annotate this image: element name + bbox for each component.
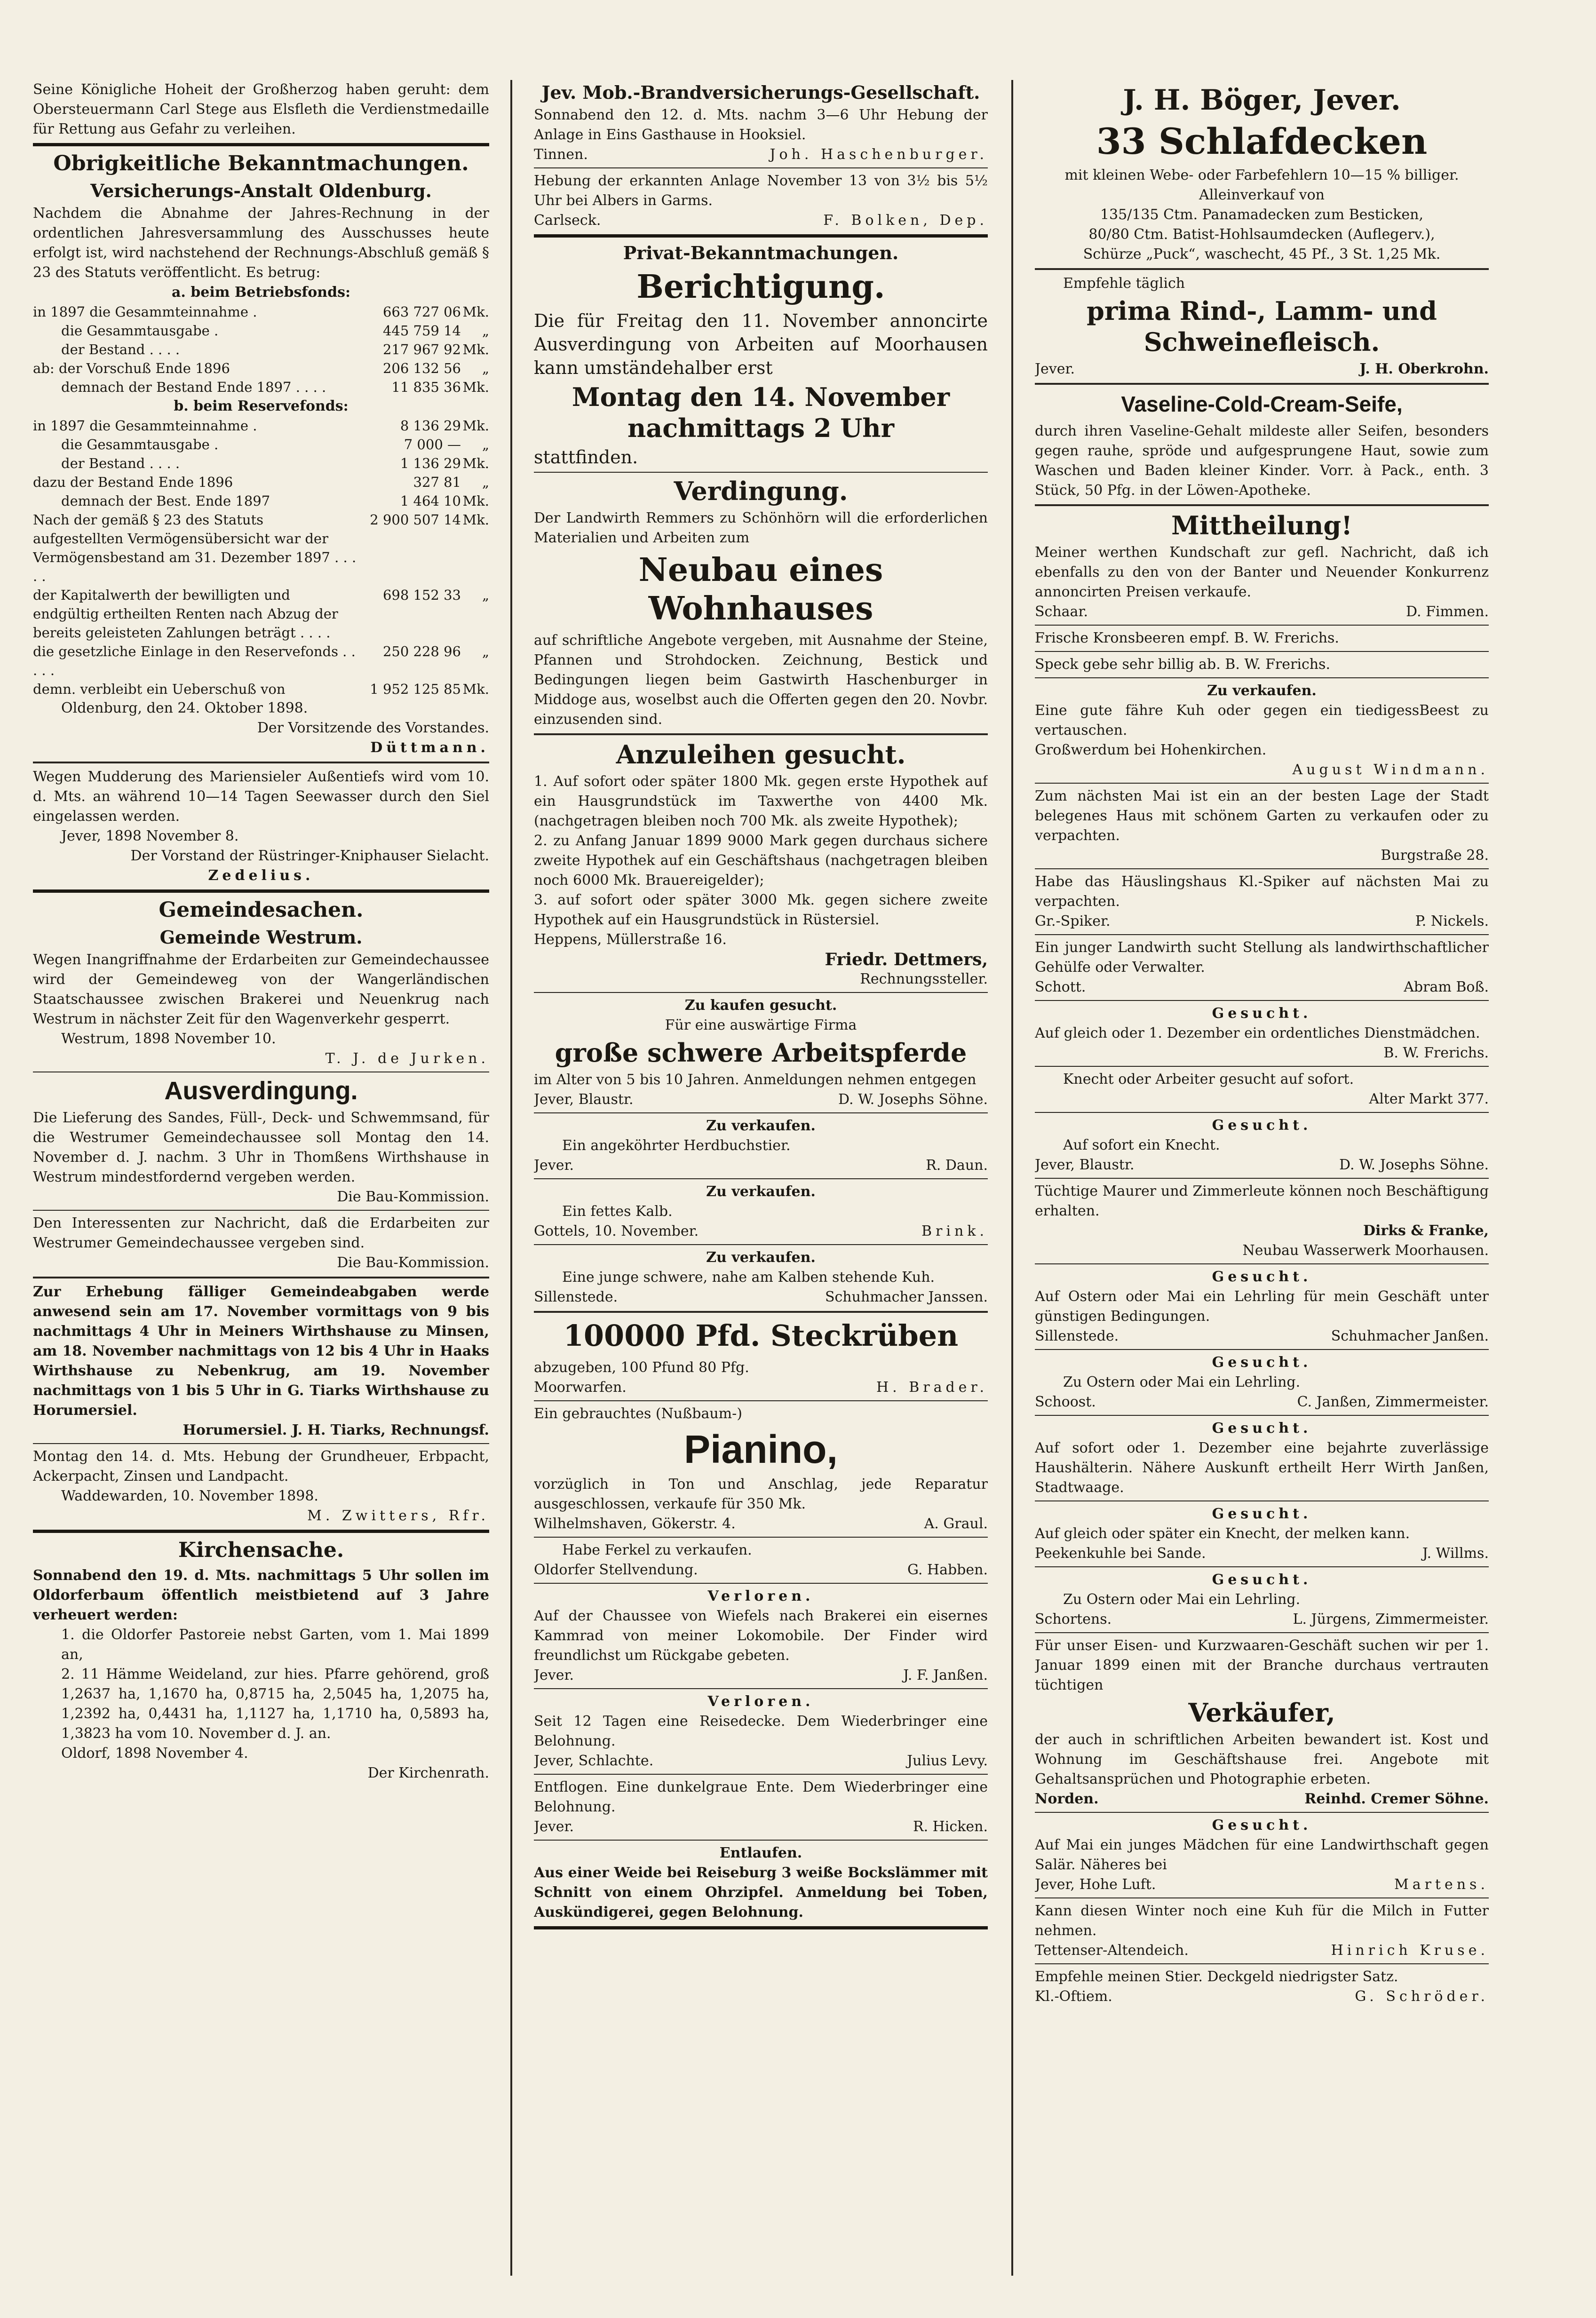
ad-text: Frische Kronsbeeren empf. B. W. Frerichs. [1035, 630, 1339, 646]
ad-heading-gesucht: Gesucht. [1212, 1005, 1312, 1022]
dateline: Westrum, 1898 November 10. [61, 1031, 276, 1047]
signature-row: Carlseck. F. Bolken, Dep. [534, 212, 988, 229]
divider [534, 234, 988, 238]
divider [534, 472, 988, 473]
signature: Rechnungssteller. [860, 971, 988, 987]
divider [33, 1530, 489, 1533]
notice-heading-verkaufen: Zu verkaufen. [706, 1183, 816, 1200]
subheading-operating-fund: a. beim Betriebsfonds: [171, 284, 351, 301]
column-left [33, 80, 489, 2280]
column-divider [1011, 80, 1013, 2276]
divider [534, 1688, 988, 1689]
notice-heading-verkaufen: Zu verkaufen. [706, 1249, 816, 1266]
notice-heading-kaufen: Zu kaufen gesucht. [684, 997, 837, 1014]
divider [1035, 1263, 1489, 1264]
ad-mittheilung-text: Meiner werthen Kundschaft zur gefl. Nachricht, daß ich ebenfalls zu den von der Banter und Neuender Konkurrenz annoncirten Preisen verkaufe. [1035, 544, 1489, 600]
notice-heading-entlaufen: Entlaufen. [719, 1845, 802, 1861]
signature-row: Jever. R. Hicken. [534, 1818, 988, 1835]
dateline: Waddewarden, 10. November 1898. [61, 1488, 318, 1504]
signature-row: Peekenkuhle bei Sande. J. Willms. [1035, 1545, 1489, 1562]
subheading-reserve-fund: b. beim Reservefonds: [174, 398, 349, 414]
ledger-operating-fund [33, 302, 489, 397]
divider [1035, 868, 1489, 869]
signature-row: Tettenser-Altendeich. Hinrich Kruse. [1035, 1942, 1489, 1959]
ad-text: der auch in schriftlichen Arbeiten bewandert ist. Kost und Wohnung im Geschäftshause frei. Angebote mit Gehaltsansprüchen und Photographie erbeten. [1035, 1731, 1489, 1787]
ad-heading-boeger: J. H. Böger, Jever. [1123, 84, 1401, 117]
divider [33, 762, 489, 763]
signature: Zedelius. [208, 867, 314, 884]
notice-heading-verloren: Verloren. [707, 1693, 814, 1710]
ledger-row: demnach der Bestand Ende 1897 . . . . 11 835 36 Mk. [61, 379, 489, 395]
list-item: 2. 11 Hämme Weideland, zur hies. Pfarre gehörend, groß 1,2637 ha, 1,1670 ha, 0,8715 ha, 2,5045 ha, 1,2075 ha, 1,2392 ha, 0,4431 ha, 1,1127 ha, 1,1710 ha, 0,5893 ha, 1,3823 ha vom 10. November d. J. an. [61, 1666, 489, 1742]
signature-row: Norden. Reinhd. Cremer Söhne. [1035, 1791, 1489, 1807]
ad-text: Auf Ostern oder Mai ein Lehrling für mein Geschäft unter günstigen Bedingungen. [1035, 1288, 1489, 1325]
ad-text: Auf Mai ein junges Mädchen für eine Landwirthschaft gegen Salär. Näheres bei [1035, 1837, 1489, 1873]
ad-text: Tüchtige Maurer und Zimmerleute können noch Beschäftigung erhalten. [1035, 1183, 1489, 1219]
notice-text: Ein fettes Kalb. [562, 1203, 673, 1220]
dateline: Heppens, Müllerstraße 16. [534, 931, 727, 948]
ad-text: Schürze „Puck“, waschecht, 45 Pf., 3 St. 1,25 Mk. [1083, 246, 1441, 262]
divider [534, 992, 988, 993]
ad-text: 80/80 Ctm. Batist-Hohlsaumdecken (Auflegerv.), [1088, 226, 1435, 243]
notice-text: abzugeben, 100 Pfund 80 Pfg. [534, 1359, 749, 1376]
ledger-reserve-fund [33, 416, 489, 699]
ad-text: Auf sofort ein Knecht. [1063, 1137, 1220, 1153]
signature: Die Bau-Kommission. [337, 1189, 489, 1205]
signature-row: Schott. Abram Boß. [1035, 979, 1489, 995]
divider [1035, 625, 1489, 626]
signature: Horumersiel. J. H. Tiarks, Rechnungsf. [183, 1422, 489, 1438]
divider [534, 1178, 988, 1179]
divider [534, 1112, 988, 1113]
ad-heading-gesucht: Gesucht. [1212, 1354, 1312, 1371]
notice-westrum-text: Wegen Inangriffnahme der Erdarbeiten zur Gemeindechaussee wird der Gemeindeweg von der Wangerländischen Staatschaussee zwischen Brakerei und Neuenkrug nach Westrum in nächster Zeit für den Wagenverkehr gesperrt. [33, 952, 489, 1027]
signature-row: Jever. R. Daun. [534, 1157, 988, 1174]
divider [534, 1926, 988, 1929]
signature-row: Jever, Hohe Luft. Martens. [1035, 1876, 1489, 1893]
ad-text: Knecht oder Arbeiter gesucht auf sofort. [1063, 1071, 1354, 1088]
divider [534, 1840, 988, 1841]
notice-text: Eine junge schwere, nahe am Kalben stehende Kuh. [562, 1269, 935, 1286]
notice-hebung-text: Hebung der erkannten Anlage November 13 von 3½ bis 5½ Uhr bei Albers in Garms. [534, 173, 988, 209]
notice-heading-steckrueben: 100000 Pfd. Steckrüben [563, 1318, 959, 1353]
ledger-row: ab: der Vorschuß Ende 1896 206 132 56 „ [33, 360, 489, 376]
divider [1035, 1415, 1489, 1416]
list-item: 1. die Oldorfer Pastoreie nebst Garten, vom 1. Mai 1899 an, [61, 1627, 489, 1663]
divider [1035, 1349, 1489, 1350]
divider [534, 1400, 988, 1401]
ad-heading-gesucht: Gesucht. [1212, 1420, 1312, 1437]
notice-heading-pianino: Pianino, [684, 1427, 838, 1471]
ledger-row: demnach der Best. Ende 1897 1 464 10 Mk. [61, 493, 489, 509]
ledger-row: der Bestand . . . . 217 967 92 Mk. [61, 341, 489, 357]
ledger-row: in 1897 die Gesammteinnahme . 8 136 29 Mk. [33, 418, 489, 434]
signature-row: Tinnen. Joh. Haschenburger. [534, 146, 988, 163]
signature: B. W. Frerichs. [1383, 1045, 1489, 1061]
ad-text: Eine gute fähre Kuh oder gegen ein tiedigessBeest zu vertauschen. [1035, 702, 1489, 738]
signature-row: Kl.-Oftiem. G. Schröder. [1035, 1988, 1489, 2005]
ad-text: Auf sofort oder 1. Dezember eine bejahrte zuverlässige Haushälterin. Nähere Auskunft ertheilt Herr Wirth Janßen, Stadtwaage. [1035, 1440, 1489, 1496]
divider [1035, 677, 1489, 678]
ledger-row: die gesetzliche Einlage in den Reservefonds . . . . . 250 228 96 „ [33, 643, 489, 678]
ad-text: Zu Ostern oder Mai ein Lehrling. [1063, 1374, 1301, 1390]
signature-row: Jever. J. F. Janßen. [534, 1667, 988, 1683]
column-middle [534, 80, 988, 2280]
dateline: Jever, 1898 November 8. [61, 828, 239, 844]
ad-text: Alleinverkauf von [1199, 187, 1325, 203]
column-divider [510, 80, 512, 2276]
signature: Neubau Wasserwerk Moorhausen. [1242, 1242, 1489, 1259]
ad-text: Empfehle täglich [1063, 275, 1185, 292]
divider [1035, 504, 1489, 506]
ad-heading-schlafdecken: 33 Schlafdecken [1096, 120, 1428, 162]
signature: Dirks & Franke, [1363, 1223, 1489, 1239]
signature: Friedr. Dettmers, [825, 950, 988, 969]
notice-berichtigung-end: stattfinden. [534, 447, 638, 468]
signature-row: Sillenstede. Schuhmacher Janssen. [534, 1289, 988, 1305]
ad-heading-verkaufen: Zu verkaufen. [1207, 683, 1317, 699]
ad-text: Auf gleich oder 1. Dezember ein ordentliches Dienstmädchen. [1035, 1025, 1480, 1041]
ad-heading-gesucht: Gesucht. [1212, 1117, 1312, 1134]
ledger-row: der Bestand . . . . 1 136 29 Mk. [61, 455, 489, 471]
ledger-row: die Gesammtausgabe . 445 759 14 „ [61, 323, 489, 339]
divider [534, 1244, 988, 1245]
signature: Düttmann. [370, 739, 489, 756]
signature-row: Gr.-Spiker. P. Nickels. [1035, 913, 1489, 929]
notice-berichtigung-date: Montag den 14. November nachmittags 2 Uhr [572, 382, 950, 443]
divider [1035, 783, 1489, 784]
notice-heading-verloren: Verloren. [707, 1588, 814, 1604]
divider [534, 1311, 988, 1313]
divider [1035, 1963, 1489, 1964]
signature-row: Moorwarfen. H. Brader. [534, 1379, 988, 1396]
notice-heading-neubau: Neubau eines Wohnhauses [638, 551, 883, 627]
notice-heading-verdingung: Verdingung. [674, 476, 848, 506]
notice-text: Habe Ferkel zu verkaufen. [562, 1542, 752, 1558]
divider [1035, 651, 1489, 652]
ad-text: Empfehle meinen Stier. Deckgeld niedrigster Satz. [1035, 1969, 1398, 1985]
ledger-row: in 1897 die Gesammteinnahme . 663 727 06 Mk. [33, 304, 489, 320]
ledger-row: der Kapitalwerth der bewilligten und endgültig ertheilten Renten nach Abzug der bereits geleisteten Zahlungen beträgt . . . . 698 152 33 „ [33, 587, 489, 641]
notice-pianino-text: vorzüglich in Ton und Anschlag, jede Reparatur ausgeschlossen, verkaufe für 350 Mk. [534, 1476, 988, 1512]
ad-heading-gesucht: Gesucht. [1212, 1572, 1312, 1588]
ledger-row: Nach der gemäß § 23 des Statuts aufgestellten Vermögensübersicht war der Vermögensbestand am 31. Dezember 1897 . . . . . 2 900 507 14 Mk. [33, 512, 489, 584]
notice-mudderung: Wegen Mudderung des Mariensieler Außentiefs wird vom 10. d. Mts. an während 10—14 Tagen Seewasser durch den Siel eingelassen werden. [33, 769, 489, 825]
notice-heading-berichtigung: Berichtigung. [636, 268, 885, 306]
divider [1035, 1812, 1489, 1813]
notice-heading-ausverdingung: Ausverdingung. [164, 1077, 358, 1105]
notice-jev-text: Sonnabend den 12. d. Mts. nachm 3—6 Uhr Hebung der Anlage in Eins Gasthause in Hooksiel. [534, 107, 988, 143]
notice-erdarbeiten: Den Interessenten zur Nachricht, daß die Erdarbeiten zur Westrumer Gemeindechaussee vergeben sind. [33, 1215, 489, 1251]
notice-heading-anzuleihen: Anzuleihen gesucht. [616, 739, 906, 770]
divider [1035, 1566, 1489, 1567]
notice-berichtigung-text: Die für Freitag den 11. November annoncirte Ausverdingung von Arbeiten auf Moorhausen kann umständehalber erst [534, 310, 988, 378]
notice-kaufen-text: Für eine auswärtige Firma [665, 1017, 857, 1033]
ad-text: Für unser Eisen- und Kurzwaaren-Geschäft suchen wir per 1. Januar 1899 einen mit der Branche durchaus vertrauten tüchtigen [1035, 1637, 1489, 1693]
notice-verdingung-details: auf schriftliche Angebote vergeben, mit Ausnahme der Steine, Pfannen und Strohdocken. Zeichnung, Bestick und Bedingungen liegen beim Gastwirth Haschenburger in Middoge aus, woselbst auch die Offerten gegen den 20. Novbr. einzusenden sind. [534, 632, 988, 728]
signature: Der Vorsitzende des Vorstandes. [257, 720, 489, 736]
notice-hebung: Montag den 14. d. Mts. Hebung der Grundheuer, Erbpacht, Ackerpacht, Zinsen und Landpacht. [33, 1448, 489, 1484]
ad-heading-verkaeufer: Verkäufer, [1188, 1698, 1335, 1728]
divider [534, 1583, 988, 1584]
notice-text: Ein angeköhrter Herdbuchstier. [562, 1137, 791, 1154]
ad-text: mit kleinen Webe- oder Farbefehlern 10—15 % billiger. [1064, 167, 1459, 183]
divider [1035, 268, 1489, 270]
divider [534, 1537, 988, 1538]
ledger-row: dazu der Bestand Ende 1896 327 81 „ [33, 474, 489, 490]
divider [33, 889, 489, 893]
signature-row: Jever, Blaustr. D. W. Josephs Söhne. [1035, 1157, 1489, 1173]
ad-text: Speck gebe sehr billig ab. B. W. Frerichs. [1035, 656, 1330, 673]
notice-entflogen-text: Entflogen. Eine dunkelgraue Ente. Dem Wiederbringer eine Belohnung. [534, 1779, 988, 1815]
notice-verloren-text: Auf der Chaussee von Wiefels nach Brakerei ein eisernes Kammrad von meiner Lokomobile. Der Finder wird freundlichst um Rückgabe gebeten. [534, 1608, 988, 1664]
ad-heading-gesucht: Gesucht. [1212, 1506, 1312, 1522]
divider [33, 1277, 489, 1278]
notice-verloren-text: Seit 12 Tagen eine Reisedecke. Dem Wiederbringer eine Belohnung. [534, 1713, 988, 1749]
divider [33, 1443, 489, 1444]
signature-row: Jever, Schlachte. Julius Levy. [534, 1753, 988, 1769]
notice-heading-pferde: große schwere Arbeitspferde [555, 1038, 967, 1068]
signature: Alter Markt 377. [1369, 1091, 1489, 1107]
section-heading-municipal: Gemeindesachen. [159, 898, 364, 922]
notice-heading-verkaufen: Zu verkaufen. [706, 1118, 816, 1134]
divider [534, 733, 988, 735]
divider [534, 167, 988, 168]
ad-text: Auf gleich oder später ein Knecht, der melken kann. [1035, 1525, 1410, 1542]
divider [1035, 934, 1489, 935]
signature: T. J. de Jurken. [325, 1050, 489, 1067]
signature-row: Schoost. C. Janßen, Zimmermeister. [1035, 1394, 1489, 1410]
notice-insurance-text: Nachdem die Abnahme der Jahres-Rechnung in der ordentlichen Jahresversammlung des Ausschusses heute erfolgt ist, wird nachstehend der Rechnungs-Abschluß gemäß § 23 des Statuts veröffentlicht. Es betrug: [33, 205, 489, 281]
column-right [1035, 80, 1489, 2280]
divider [1035, 1112, 1489, 1113]
notice-kirche-text: Sonnabend den 19. d. Mts. nachmittags 5 Uhr sollen im Oldorferbaum öffentlich meistbietend auf 3 Jahre verheuert werden: [33, 1567, 489, 1623]
divider [1035, 1066, 1489, 1067]
ad-heading-gesucht: Gesucht. [1212, 1817, 1312, 1834]
notice-heading-westrum: Gemeinde Westrum. [159, 927, 363, 948]
signature-row: Wilhelmshaven, Gökerstr. 4. A. Graul. [534, 1516, 988, 1532]
signature: Die Bau-Kommission. [337, 1254, 489, 1271]
list-item: 1. Auf sofort oder später 1800 Mk. gegen erste Hypothek auf ein Hausgrundstück im Taxwerthe von 4400 Mk. (nachgetragen bleiben noch 700 Mk. als zweite Hypothek); [534, 773, 988, 829]
ad-heading-mittheilung: Mittheilung! [1171, 510, 1352, 540]
list-item: 3. auf sofort oder später 3000 Mk. gegen sichere zweite Hypothek auf ein Hausgrundstück in Rüstersiel. [534, 892, 988, 928]
ad-text: Habe das Häuslingshaus Kl.-Spiker auf nächsten Mai zu verpachten. [1035, 873, 1489, 910]
divider [1035, 1897, 1489, 1898]
signature: Burgstraße 28. [1381, 847, 1489, 864]
signature: Der Kirchenrath. [367, 1765, 489, 1781]
divider [1035, 383, 1489, 385]
ad-text: Zu Ostern oder Mai ein Lehrling. [1063, 1591, 1301, 1608]
notice-verdingung-text: Der Landwirth Remmers zu Schönhörn will die erforderlichen Materialien und Arbeiten zum [534, 510, 988, 546]
signature-row: Schaar. D. Fimmen. [1035, 603, 1489, 620]
section-heading-official: Obrigkeitliche Bekanntmachungen. [53, 151, 469, 175]
divider [534, 1774, 988, 1775]
dateline: Oldenburg, den 24. Oktober 1898. [61, 700, 308, 716]
ad-text: Ein junger Landwirth sucht Stellung als landwirthschaftlicher Gehülfe oder Verwalter. [1035, 939, 1489, 976]
signature-row: Jever, Blaustr. D. W. Josephs Söhne. [534, 1091, 988, 1108]
notice-pferde-text: im Alter von 5 bis 10 Jahren. Anmeldungen nehmen entgegen [534, 1072, 977, 1088]
notice-grossherzog: Seine Königliche Hoheit der Großherzog haben geruht: dem Obersteuermann Carl Stege aus Elsfleth die Verdienstmedaille für Rettung aus Gefahr zu verleihen. [33, 81, 489, 137]
ad-heading-gesucht: Gesucht. [1212, 1269, 1312, 1285]
divider [33, 143, 489, 146]
ledger-row: die Gesammtausgabe . 7 000 — „ [61, 437, 489, 452]
notice-heading-insurance-society: Jev. Mob.-Brandversicherungs-Gesellschaft. [541, 82, 980, 103]
signature-row: Sillenstede. Schuhmacher Janßen. [1035, 1328, 1489, 1344]
list-item: 2. zu Anfang Januar 1899 9000 Mark gegen durchaus sichere zweite Hypothek auf ein Geschäftshaus (nachgetragen bleiben noch 6000 Mk. Brauereigelder); [534, 833, 988, 889]
notice-abgaben: Zur Erhebung fälliger Gemeindeabgaben werde anwesend sein am 17. November vormittags von 9 bis nachmittags 4 Uhr in Meiners Wirthshause zu Minsen, am 18. November nachmittags von 12 bis 4 Uhr in Haaks Wirthshause zu Nebenkrug, am 19. November nachmittags von 1 bis 5 Uhr in G. Tiarks Wirthshause zu Horumersiel. [33, 1284, 489, 1419]
divider [1035, 1000, 1489, 1001]
ad-heading-vaseline: Vaseline-Cold-Cream-Seife, [1121, 392, 1403, 416]
ledger-row: demn. verbleibt ein Ueberschuß von 1 952 125 85 Mk. [33, 681, 489, 697]
notice-ausverdingung-text: Die Lieferung des Sandes, Füll-, Deck- und Schwemmsand, für die Westrumer Gemeindechaussee soll Montag den 14. November d. J. nachm. 3 Uhr in Thomßens Wirthshause in Westrum mindestfordernd vergeben werden. [33, 1110, 489, 1185]
notice-heading-insurance: Versicherungs-Anstalt Oldenburg. [90, 180, 432, 201]
signature-row: Schortens. L. Jürgens, Zimmermeister. [1035, 1611, 1489, 1627]
signature-row: Oldorfer Stellvendung. G. Habben. [534, 1562, 988, 1578]
notice-text: Ein gebrauchtes (Nußbaum-) [534, 1405, 742, 1422]
signature-row: Jever. J. H. Oberkrohn. [1035, 361, 1489, 377]
ad-vaseline-text: durch ihren Vaseline-Gehalt mildeste aller Seifen, besonders gegen rauhe, spröde und aufgesprungene Haut, sowie zum Waschen und Baden kleiner Kinder. Vorr. à Pack., enth. 3 Stück, 50 Pfg. in der Löwen-Apotheke. [1035, 423, 1489, 499]
signature: Der Vorstand der Rüstringer-Kniphauser Sielacht. [130, 848, 489, 864]
divider [1035, 1632, 1489, 1633]
signature: August Windmann. [1292, 762, 1489, 778]
divider [1035, 1178, 1489, 1179]
ad-text: Zum nächsten Mai ist ein an der besten Lage der Stadt belegenes Haus mit schönem Garten zu verkaufen oder zu verpachten. [1035, 788, 1489, 844]
notice-entlaufen-text: Aus einer Weide bei Reiseburg 3 weiße Bockslämmer mit Schnitt von einem Ohrzipfel. Anmeldung bei Toben, Auskündigerei, gegen Belohnung. [534, 1865, 988, 1921]
signature-row: Gottels, 10. November. Brink. [534, 1223, 988, 1239]
dateline: Oldorf, 1898 November 4. [61, 1745, 248, 1762]
signature: M. Zwitters, Rfr. [307, 1508, 489, 1524]
section-heading-private: Privat-Bekanntmachungen. [623, 242, 899, 263]
ad-text: Kann diesen Winter noch eine Kuh für die Milch in Futter nehmen. [1035, 1903, 1489, 1939]
divider [1035, 1500, 1489, 1501]
ad-text: Großwerdum bei Hohenkirchen. [1035, 742, 1267, 758]
section-heading-church: Kirchensache. [178, 1538, 344, 1562]
ad-text: 135/135 Ctm. Panamadecken zum Besticken, [1100, 206, 1424, 223]
divider [33, 1210, 489, 1211]
ad-heading-fleisch: prima Rind-, Lamm- und Schweinefleisch. [1087, 296, 1437, 357]
